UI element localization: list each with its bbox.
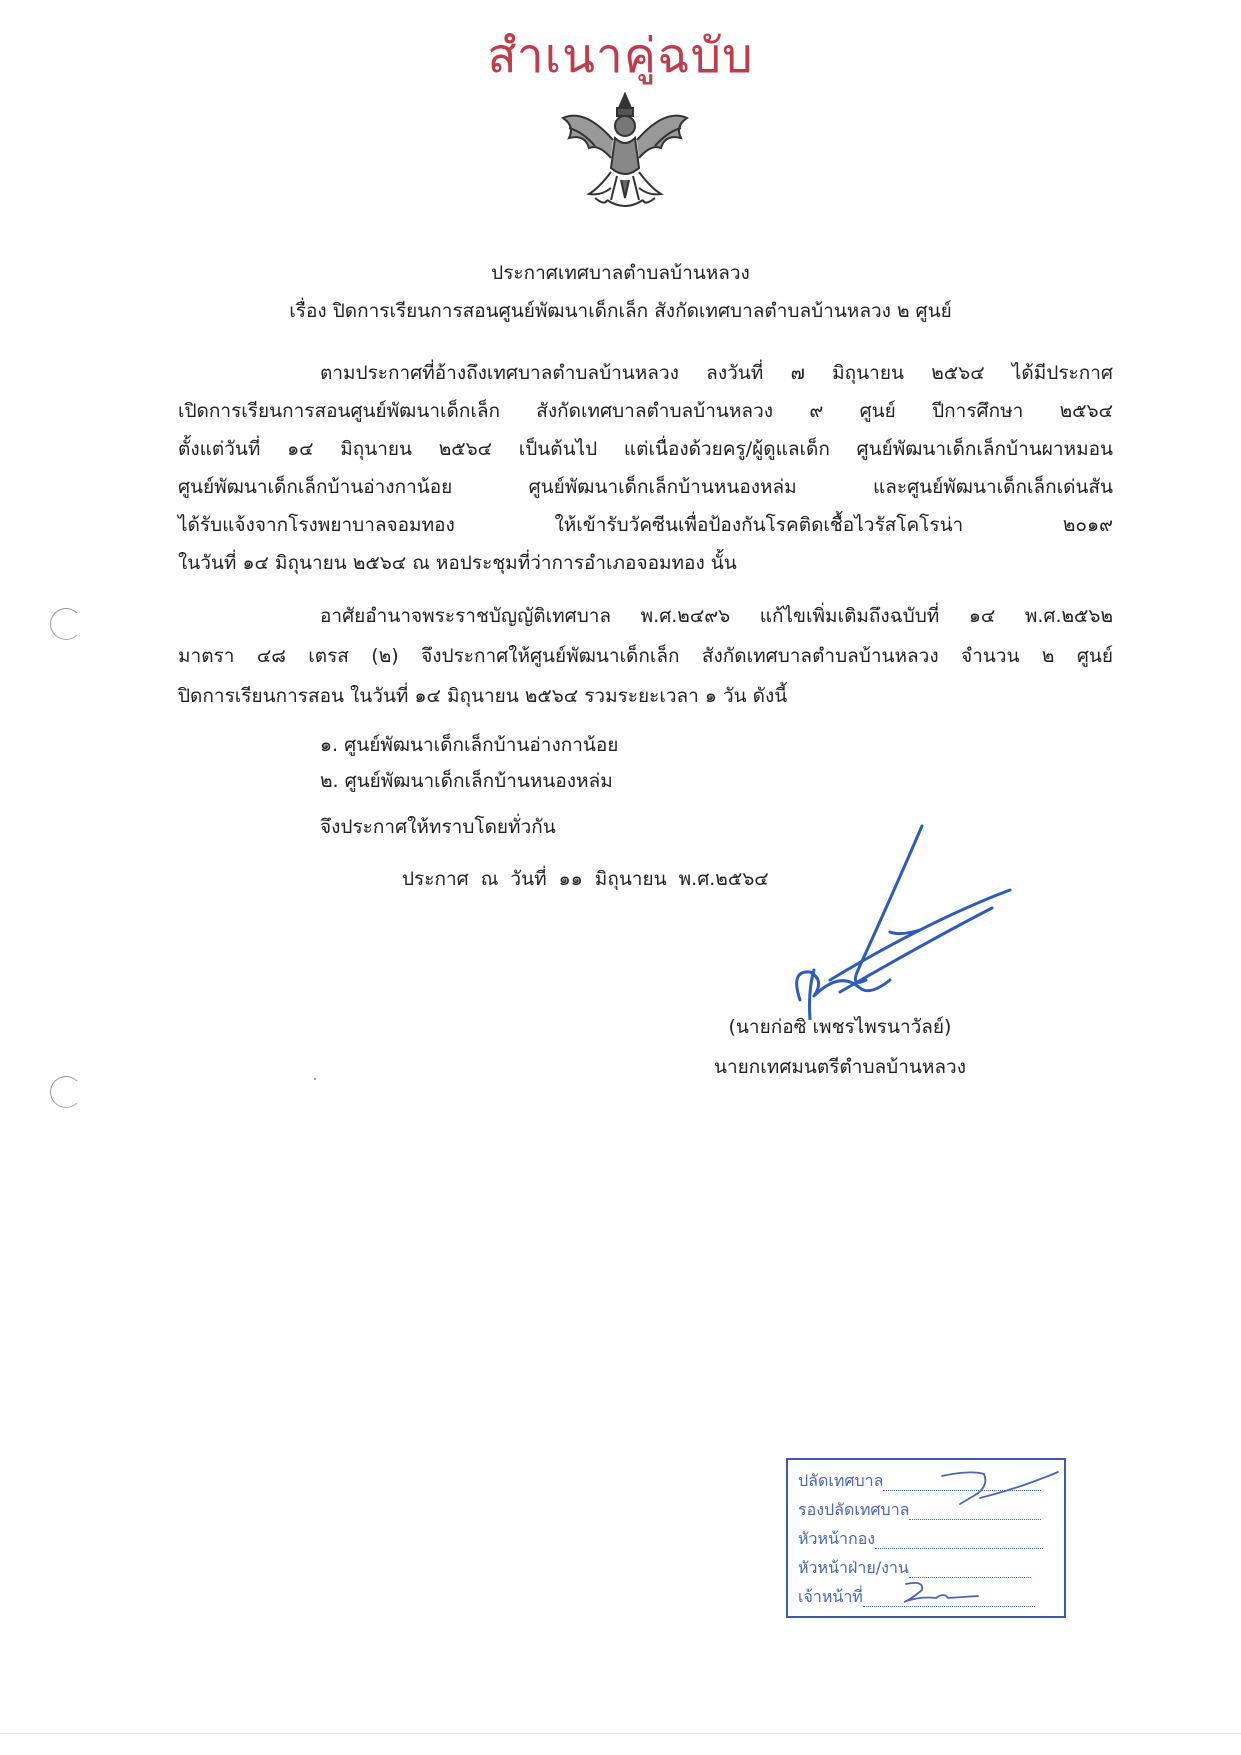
list-item [320, 727, 618, 763]
routing-dotted-line [875, 1530, 1043, 1549]
paragraph-1 [178, 354, 1113, 582]
initials-icon [900, 1578, 980, 1608]
paragraph-line: ตั้งแต่วันที่ ๑๔ มิถุนายน ๒๕๖๔ เป็นต้นไป แต่เนื่องด้วยครู/ผู้ดูแลเด็ก ศูนย์พัฒนาเด็กเล็กบ้านผาหมอน [178, 438, 1113, 460]
list-item-text: ๒. ศูนย์พัฒนาเด็กเล็กบ้านหนองหล่ม [320, 770, 613, 792]
routing-label: ปลัดเทศบาล [798, 1471, 884, 1490]
scan-edge-line [0, 1733, 1241, 1734]
paragraph-line: เปิดการเรียนการสอนศูนย์พัฒนาเด็กเล็ก สังกัดเทศบาลตำบลบ้านหลวง ๙ ศูนย์ ปีการศึกษา ๒๕๖๔ [178, 400, 1113, 422]
routing-label: หัวหน้ากอง [798, 1529, 876, 1548]
paragraph-line: อาศัยอำนาจพระราชบัญญัติเทศบาล พ.ศ.๒๔๙๖ แก้ไขเพิ่มเติมถึงฉบับที่ ๑๔ พ.ศ.๒๕๖๒ [320, 605, 1113, 627]
paragraph-line: มาตรา ๔๘ เตรส (๒) จึงประกาศให้ศูนย์พัฒนาเด็กเล็ก สังกัดเทศบาลตำบลบ้านหลวง จำนวน ๒ ศูนย์ [178, 645, 1113, 667]
signer-position: นายกเทศมนตรีตำบลบ้านหลวง [714, 1056, 966, 1078]
list-item [320, 763, 613, 799]
paragraph-line: ศูนย์พัฒนาเด็กเล็กบ้านอ่างกาน้อย ศูนย์พัฒนาเด็กเล็กบ้านหนองหล่ม และศูนย์พัฒนาเด็กเล็กเด่นสัน [178, 476, 1113, 498]
handwritten-signature-icon [770, 820, 1040, 1020]
routing-label: หัวหน้าฝ่าย/งาน [798, 1558, 909, 1577]
routing-label: รองปลัดเทศบาล [798, 1500, 910, 1519]
punch-hole [50, 1076, 82, 1108]
paragraph-line: ได้รับแจ้งจากโรงพยาบาลจอมทอง ให้เข้ารับวัคซีนเพื่อป้องกันโรคติดเชื้อไวรัสโคโรน่า ๒๐๑๙ [178, 514, 1113, 536]
notice-text: จึงประกาศให้ทราบโดยทั่วกัน [320, 816, 556, 838]
paragraph-line: ในวันที่ ๑๔ มิถุนายน ๒๕๖๔ ณ หอประชุมที่ว่าการอำเภอจอมทอง นั้น [178, 552, 737, 574]
routing-row [798, 1524, 1056, 1553]
initials-icon [940, 1468, 1060, 1508]
paragraph-line: ตามประกาศที่อ้างถึงเทศบาลตำบลบ้านหลวง ลงวันที่ ๗ มิถุนายน ๒๕๖๔ ได้มีประกาศ [320, 362, 1113, 384]
announcement-subject: เรื่อง ปิดการเรียนการสอนศูนย์พัฒนาเด็กเล็ก สังกัดเทศบาลตำบลบ้านหลวง ๒ ศูนย์ [289, 300, 952, 322]
signer-name: (นายก่อซิ เพชรไพรนาวัลย์) [728, 1016, 952, 1038]
routing-dotted-line [909, 1559, 1031, 1578]
announcement-title: ประกาศเทศบาลตำบลบ้านหลวง [491, 262, 750, 284]
paragraph-line: ปิดการเรียนการสอน ในวันที่ ๑๔ มิถุนายน ๒๕๖๔ รวมระยะเวลา ๑ วัน ดังนี้ [178, 685, 788, 707]
announcement-date: ประกาศ ณ วันที่ ๑๑ มิถุนายน พ.ศ.๒๕๖๔ [402, 868, 769, 890]
scan-speck [314, 1078, 316, 1080]
garuda-emblem-icon [555, 88, 695, 218]
paragraph-2 [178, 596, 1113, 716]
punch-hole [50, 608, 82, 640]
routing-label: เจ้าหน้าที่ [798, 1587, 863, 1606]
copy-stamp: สำเนาคู่ฉบับ [487, 28, 754, 84]
list-item-text: ๑. ศูนย์พัฒนาเด็กเล็กบ้านอ่างกาน้อย [320, 734, 619, 756]
